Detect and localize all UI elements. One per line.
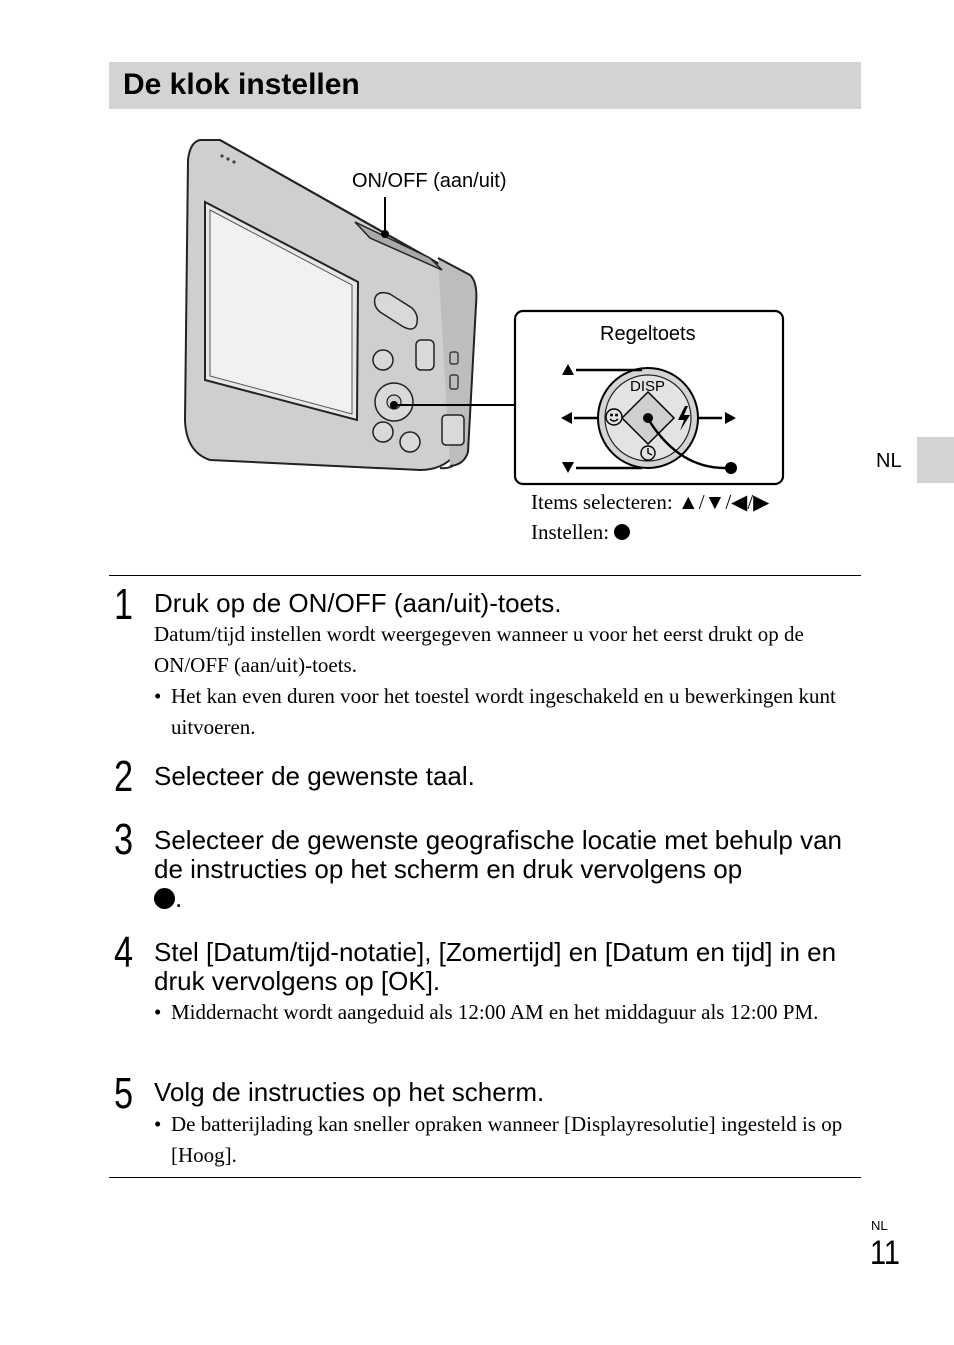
set-caption xyxy=(531,520,630,544)
step-number: 5 xyxy=(114,1069,134,1118)
step-title-wrap xyxy=(154,826,859,913)
section-divider xyxy=(109,1177,861,1178)
onoff-label: ON/OFF (aan/uit) xyxy=(352,170,507,192)
page-number: 11 xyxy=(870,1234,901,1272)
step-note-text: Middernacht wordt aangeduid als 12:00 AM en het middaguur als 12:00 PM. xyxy=(171,1000,819,1024)
step-note xyxy=(154,997,861,1028)
step-title: Volg de instructies op het scherm. xyxy=(154,1077,545,1107)
step-number: 1 xyxy=(114,580,134,629)
step-number: 2 xyxy=(114,752,134,801)
page-language: NL xyxy=(871,1218,888,1233)
control-key-label: Regeltoets xyxy=(600,323,696,345)
center-button-icon xyxy=(154,888,175,909)
step-title-end: . xyxy=(175,883,183,913)
section-divider xyxy=(109,575,861,576)
bullet-icon: • xyxy=(154,684,162,708)
select-items-caption: Items selecteren: ▲/▼/◀/▶ xyxy=(531,490,770,514)
step-note-text: Het kan even duren voor het toestel wordt ingeschakeld en u bewerkingen kunt uitvoeren. xyxy=(171,684,836,739)
section-header xyxy=(109,62,861,109)
step-title: Selecteer de gewenste geografische locatie met behulp van de instructies op het scherm en druk vervolgens op xyxy=(154,825,842,884)
step-note xyxy=(154,1109,861,1171)
bullet-icon: • xyxy=(154,1112,162,1136)
page-title: De klok instellen xyxy=(123,68,360,101)
language-tab xyxy=(917,437,954,483)
set-caption-text: Instellen: xyxy=(531,520,610,544)
language-tab-label: NL xyxy=(876,450,902,472)
disp-label: DISP xyxy=(630,378,666,395)
center-button-icon xyxy=(725,462,737,474)
step-number: 3 xyxy=(114,815,134,864)
step-number: 4 xyxy=(114,928,134,977)
step-note xyxy=(154,681,861,743)
bullet-icon: • xyxy=(154,1000,162,1024)
step-body: Datum/tijd instellen wordt weergegeven wanneer u voor het eerst drukt op de ON/OFF (aan/uit)-toets. xyxy=(154,622,804,677)
step-note-text: De batterijlading kan sneller opraken wanneer [Displayresolutie] ingesteld is op [Hoog]. xyxy=(171,1112,843,1167)
step-title: Selecteer de gewenste taal. xyxy=(154,761,475,791)
step-title: Druk op de ON/OFF (aan/uit)-toets. xyxy=(154,588,562,618)
step-title: Stel [Datum/tijd-notatie], [Zomertijd] en [Datum en tijd] in en druk vervolgens op [OK]. xyxy=(154,937,837,996)
center-button-icon xyxy=(614,524,630,540)
